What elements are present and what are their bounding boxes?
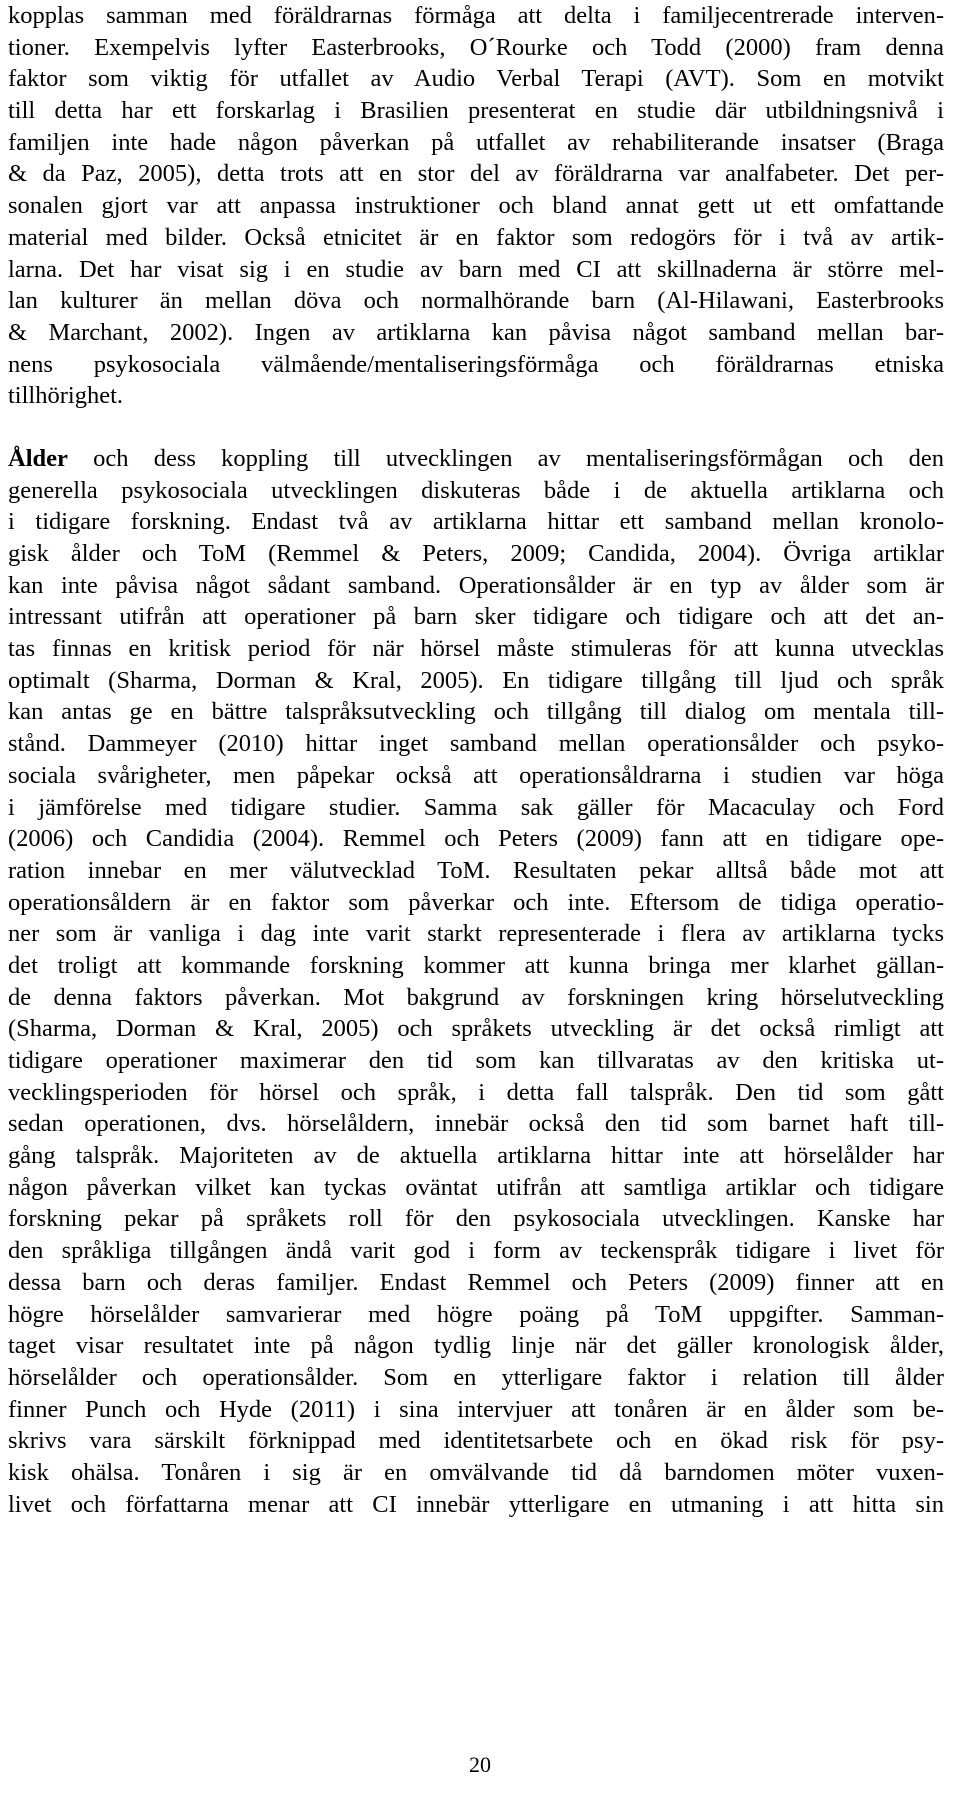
text-line: taget visar resultatet inte på någon tydlig linje när det gäller kronologisk ålder, xyxy=(8,1332,944,1360)
text-line: intressant utifrån att operationer på barn sker tidigare och tidigare och att det an- xyxy=(8,603,944,631)
text-line: operationsåldern är en faktor som påverkar och inte. Eftersom de tidiga operatio- xyxy=(8,888,944,916)
text-line: optimalt (Sharma, Dorman & Kral, 2005). En tidigare tillgång till ljud och språk xyxy=(8,666,944,694)
paragraph-age xyxy=(8,443,944,1520)
text-line: & Marchant, 2002). Ingen av artiklarna kan påvisa något samband mellan bar- xyxy=(8,318,944,346)
text-line: ration innebar en mer välutvecklad ToM. Resultaten pekar alltså både mot att xyxy=(8,856,944,884)
text-line: kopplas samman med föräldrarnas förmåga att delta i familjecentrerade interven- xyxy=(8,2,944,29)
text-line: tillhörighet. xyxy=(8,382,123,410)
text-line: livet och författarna menar att CI innebär ytterligare en utmaning i att hitta sin xyxy=(8,1490,944,1518)
text-line: vecklingsperioden för hörsel och språk, i detta fall talspråk. Den tid som gått xyxy=(8,1078,944,1106)
text-line: material med bilder. Också etnicitet är en faktor som redogörs för i två av artik- xyxy=(8,223,944,251)
text-line: kisk ohälsa. Tonåren i sig är en omvälvande tid då barndomen möter vuxen- xyxy=(8,1458,944,1486)
text-line: gång talspråk. Majoriteten av de aktuella artiklarna hittar inte att hörselålder har xyxy=(8,1142,944,1170)
paragraph-gap xyxy=(8,412,944,443)
text-line: tidigare operationer maximerar den tid som kan tillvaratas av den kritiska ut- xyxy=(8,1047,944,1074)
text-line: stånd. Dammeyer (2010) hittar inget samband mellan operationsålder och psyko- xyxy=(8,730,944,758)
text-line: till detta har ett forskarlag i Brasilien presenterat en studie där utbildningsnivå i xyxy=(8,97,944,125)
text-line: sonalen gjort var att anpassa instruktioner och bland annat gett ut ett omfattande xyxy=(8,192,944,220)
text-line: någon påverkan vilket kan tyckas oväntat utifrån att samtliga artiklar och tidigare xyxy=(8,1173,944,1201)
text-line: forskning pekar på språkets roll för den psykosociala utvecklingen. Kanske har xyxy=(8,1205,944,1233)
text-line: kan antas ge en bättre talspråksutveckling och tillgång till dialog om mentala till- xyxy=(8,698,944,726)
paragraph-family-factors xyxy=(8,0,944,412)
text-line: kan inte påvisa något sådant samband. Operationsålder är en typ av ålder som är xyxy=(8,571,944,599)
document-page xyxy=(8,0,944,1520)
text-line: i tidigare forskning. Endast två av artiklarna hittar ett samband mellan kronolo- xyxy=(8,508,944,536)
text-line: (2006) och Candidia (2004). Remmel och Peters (2009) fann att en tidigare ope- xyxy=(8,825,944,853)
text-line: den språkliga tillgången ändå varit god i form av teckenspråk tidigare i livet för xyxy=(8,1237,944,1265)
text-line: det troligt att kommande forskning kommer att kunna bringa mer klarhet gällan- xyxy=(8,951,944,979)
text-line: generella psykosociala utvecklingen diskuteras både i de aktuella artiklarna och xyxy=(8,476,944,504)
text-line: & da Paz, 2005), detta trots att en stor del av föräldrarna var analfabeter. Det per- xyxy=(8,160,944,188)
page-number: 20 xyxy=(469,1752,491,1777)
text-line: i jämförelse med tidigare studier. Samma sak gäller för Macaculay och Ford xyxy=(8,793,944,821)
text-line: tas finnas en kritisk period för när hörsel måste stimuleras för att kunna utvecklas xyxy=(8,635,944,663)
text-line: larna. Det har visat sig i en studie av barn med CI att skillnaderna är större mel- xyxy=(8,255,944,283)
text-line: (Sharma, Dorman & Kral, 2005) och språkets utveckling är det också rimligt att xyxy=(8,1015,944,1043)
text-line: skrivs vara särskilt förknippad med identitetsarbete och en ökad risk för psy- xyxy=(8,1427,944,1455)
text-line: de denna faktors påverkan. Mot bakgrund av forskningen kring hörselutveckling xyxy=(8,983,944,1011)
text-line: familjen inte hade någon påverkan på utfallet av rehabiliterande insatser (Braga xyxy=(8,128,944,156)
text-line: sociala svårigheter, men påpekar också att operationsåldrarna i studien var höga xyxy=(8,761,944,789)
section-heading-age: Ålder xyxy=(8,444,68,472)
text-line xyxy=(8,443,944,475)
text-line: dessa barn och deras familjer. Endast Remmel och Peters (2009) finner att en xyxy=(8,1268,944,1296)
text-line: faktor som viktig för utfallet av Audio Verbal Terapi (AVT). Som en motvikt xyxy=(8,65,944,93)
heading-line-rest: och dess koppling till utvecklingen av mentaliseringsförmågan och den xyxy=(67,444,944,472)
text-line: hörselålder och operationsålder. Som en ytterligare faktor i relation till ålder xyxy=(8,1363,944,1391)
text-line: sedan operationen, dvs. hörselåldern, innebär också den tid som barnet haft till- xyxy=(8,1110,944,1138)
text-line: nens psykosociala välmående/mentaliseringsförmåga och föräldrarnas etniska xyxy=(8,350,944,378)
text-line: tioner. Exempelvis lyfter Easterbrooks, O´Rourke och Todd (2000) fram denna xyxy=(8,33,944,61)
text-line: finner Punch och Hyde (2011) i sina intervjuer att tonåren är en ålder som be- xyxy=(8,1395,944,1423)
text-line: ner som är vanliga i dag inte varit starkt representerade i flera av artiklarna tycks xyxy=(8,920,944,948)
text-line: gisk ålder och ToM (Remmel & Peters, 2009; Candida, 2004). Övriga artiklar xyxy=(8,540,944,567)
text-line: lan kulturer än mellan döva och normalhörande barn (Al-Hilawani, Easterbrooks xyxy=(8,287,944,315)
text-line: högre hörselålder samvarierar med högre poäng på ToM uppgifter. Samman- xyxy=(8,1300,944,1328)
